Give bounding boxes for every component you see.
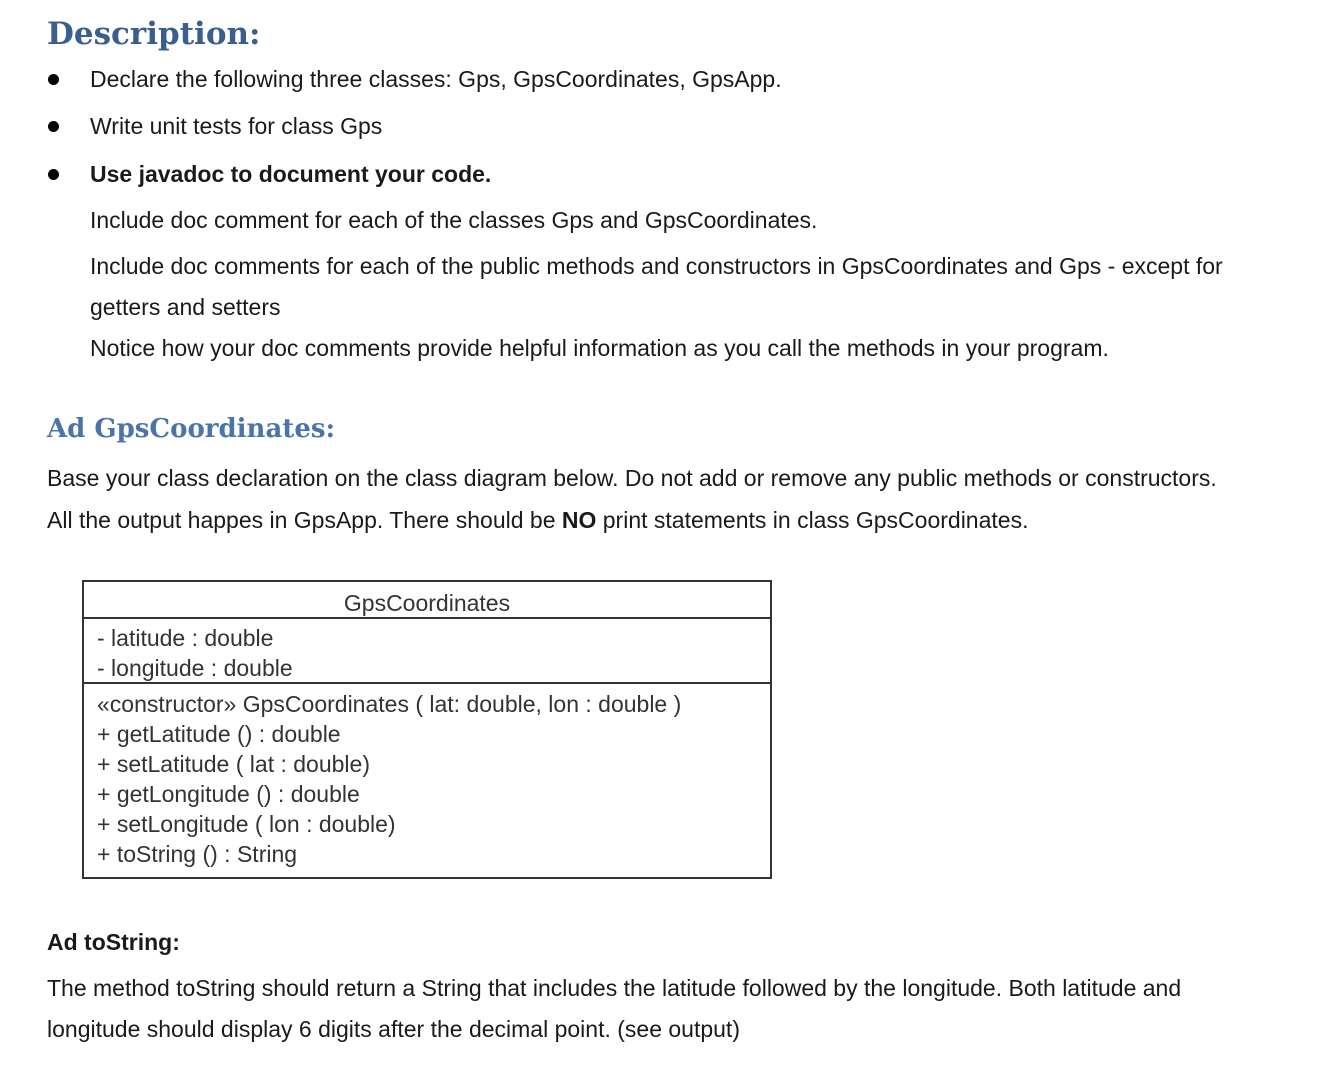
- bullet-dot: [48, 74, 59, 85]
- gps-line2-emphasis: NO: [561, 507, 597, 533]
- uml-attribute: - longitude : double: [97, 655, 293, 681]
- gps-instructions-line1: Base your class declaration on the class diagram below. Do not add or remove any public methods or constructors.: [47, 465, 1217, 491]
- bullet-declare-classes: Declare the following three classes: Gps, GpsCoordinates, GpsApp.: [90, 66, 782, 92]
- javadoc-note-getters: getters and setters: [90, 294, 281, 320]
- uml-method: + toString () : String: [97, 841, 298, 867]
- uml-class-name: GpsCoordinates: [343, 590, 511, 616]
- javadoc-note-classes: Include doc comment for each of the classes Gps and GpsCoordinates.: [90, 207, 818, 233]
- ad-tostring-heading: Ad toString:: [47, 929, 180, 955]
- bullet-dot: [48, 169, 59, 180]
- uml-method: + setLatitude ( lat : double): [97, 751, 370, 777]
- uml-method: «constructor» GpsCoordinates ( lat: double, lon : double ): [97, 691, 682, 717]
- bullet-dot: [48, 121, 59, 132]
- uml-class-name-section: [84, 582, 770, 619]
- tostring-instructions-line2: longitude should display 6 digits after the decimal point. (see output): [47, 1016, 740, 1042]
- javadoc-note-methods: Include doc comments for each of the public methods and constructors in GpsCoordinates and Gps - except for: [90, 253, 1223, 279]
- uml-method: + getLongitude () : double: [97, 781, 360, 807]
- description-heading: Description:: [47, 16, 261, 52]
- uml-method: + getLatitude () : double: [97, 721, 341, 747]
- uml-class-diagram: [82, 580, 772, 879]
- uml-attribute: - latitude : double: [97, 625, 274, 651]
- gps-instructions-line2: [47, 507, 1028, 534]
- bullet-unit-tests: Write unit tests for class Gps: [90, 113, 383, 139]
- ad-gpscoordinates-heading: Ad GpsCoordinates:: [47, 414, 336, 444]
- uml-method: + setLongitude ( lon : double): [97, 811, 396, 837]
- uml-attributes-section: [84, 617, 770, 684]
- gps-line2-text-before: All the output happes in GpsApp. There should be: [47, 507, 562, 533]
- tostring-instructions-line1: The method toString should return a String that includes the latitude followed by the longitude. Both latitude and: [47, 975, 1182, 1001]
- gps-line2-text-after: print statements in class GpsCoordinates.: [596, 507, 1029, 533]
- javadoc-note-helpful: Notice how your doc comments provide helpful information as you call the methods in your program.: [90, 335, 1109, 361]
- bullet-javadoc: Use javadoc to document your code.: [90, 161, 492, 187]
